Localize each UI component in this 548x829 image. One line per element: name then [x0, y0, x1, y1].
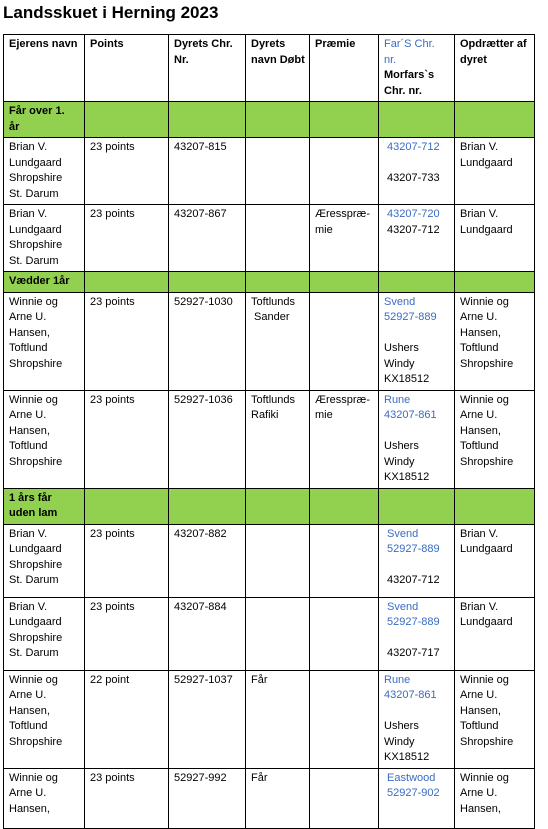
cell-line: Lundgaard [460, 616, 513, 628]
table-row [4, 292, 535, 390]
section-label [4, 272, 85, 293]
cell-line: 52927-1030 [174, 295, 233, 308]
cell-line: Winnie og [460, 673, 509, 686]
father-cell [379, 138, 455, 205]
cell-line: St. Darum [9, 647, 59, 659]
cell-line: Toftlunds [251, 393, 296, 406]
breeder-cell [455, 524, 535, 597]
cell-line: 22 point [90, 673, 130, 686]
owner-cell [4, 768, 85, 828]
cell-line: Arne U. [9, 689, 47, 701]
cell-line: Lundgaard [9, 223, 62, 236]
header-morfar-label: Morfars`s Chr. nr. [384, 69, 435, 97]
cell-line: Shropshire [9, 455, 63, 468]
table-row [4, 205, 535, 272]
cell-line: Brian V. [9, 141, 48, 153]
cell-line: 23 points [90, 393, 135, 406]
section-label [4, 488, 85, 524]
name-cell [246, 768, 310, 828]
cell-line: St. Darum [9, 254, 59, 267]
cell-line: Arne U. [460, 787, 498, 799]
cell-line [384, 704, 450, 720]
breeder-cell [455, 138, 535, 205]
owner-cell [4, 524, 85, 597]
cell-line: Winnie og [9, 393, 58, 406]
cell-line: St. Darum [9, 574, 59, 586]
cell-line: Winnie og [9, 295, 58, 308]
owner-cell [4, 138, 85, 205]
cell-line: 52927-992 [174, 771, 227, 784]
section-cell [379, 488, 455, 524]
cell-line [384, 631, 450, 647]
cell-line: Brian V. [460, 600, 499, 613]
cell-line: Hansen, [460, 704, 501, 717]
breeder-cell [455, 768, 535, 828]
cell-line: Svend [384, 295, 416, 308]
cell-line: Hansen, [460, 424, 501, 437]
cell-line: Rune [384, 673, 411, 686]
name-cell [246, 138, 310, 205]
cell-line: Svend [384, 527, 419, 540]
cell-line: 43207-733 [384, 172, 440, 184]
header-father-label: Far´S Chr. nr. [384, 38, 435, 66]
cell-line: 1 års får [9, 491, 52, 504]
cell-line: Winnie og [9, 771, 58, 784]
section-cell [85, 102, 169, 138]
breeder-cell [455, 670, 535, 768]
cell-line: Æresspræ- [315, 208, 371, 220]
cell-line: Ushers [384, 440, 419, 452]
owner-cell [4, 597, 85, 670]
cell-line [384, 156, 450, 172]
father-cell [379, 205, 455, 272]
cell-line: Winnie og [460, 771, 509, 784]
points-cell [85, 138, 169, 205]
section-cell [379, 272, 455, 293]
cell-line: Toftlund [9, 440, 48, 452]
cell-line: Toftlund [460, 720, 499, 732]
cell-line [384, 558, 450, 574]
points-cell [85, 390, 169, 488]
header-prize: Præmie [310, 35, 379, 102]
header-animal-name: Dyrets navn Døbt [246, 35, 310, 102]
cell-line: 52927-1036 [174, 393, 233, 406]
section-cell [310, 488, 379, 524]
father-cell [379, 670, 455, 768]
cell-line: 43207-861 [384, 689, 437, 701]
cell-line: St. Darum [9, 187, 59, 200]
cell-line: Winnie og [460, 295, 509, 308]
cell-line: Lundgaard [9, 543, 62, 555]
breeder-cell [455, 597, 535, 670]
section-cell [169, 272, 246, 293]
cell-line: Lundgaard [9, 616, 62, 628]
document-title: Landsskuet i Herning 2023 [3, 3, 219, 22]
cell-line: 43207-815 [174, 141, 227, 153]
section-label [4, 102, 85, 138]
table-body [4, 102, 535, 829]
name-cell [246, 524, 310, 597]
cell-line: KX18512 [384, 751, 430, 763]
cell-line: 43207-712 [384, 223, 440, 236]
chr-cell [169, 292, 246, 390]
cell-line: Arne U. [9, 409, 47, 421]
cell-line [384, 424, 450, 440]
chr-cell [169, 390, 246, 488]
header-points: Points [85, 35, 169, 102]
table-row [4, 597, 535, 670]
chr-cell [169, 768, 246, 828]
cell-line: KX18512 [384, 373, 430, 385]
cell-line: Æresspræ- [315, 393, 371, 406]
cell-line: 43207-861 [384, 409, 437, 421]
owner-cell [4, 205, 85, 272]
section-cell [310, 102, 379, 138]
table-row [4, 524, 535, 597]
chr-cell [169, 138, 246, 205]
header-breeder: Opdrætter af dyret [455, 35, 535, 102]
cell-line: 43207-712 [384, 141, 440, 153]
cell-line: 52927-889 [384, 616, 440, 628]
points-cell [85, 524, 169, 597]
cell-line: 52927-1037 [174, 673, 233, 686]
cell-line: 52927-889 [384, 543, 440, 555]
cell-line: Toftlund [460, 342, 499, 354]
cell-line: Windy [384, 735, 415, 748]
section-cell [246, 272, 310, 293]
section-cell [455, 102, 535, 138]
cell-line: Hansen, [9, 326, 50, 339]
cell-line: mie [315, 223, 333, 236]
prize-cell [310, 138, 379, 205]
section-cell [169, 488, 246, 524]
table-row [4, 390, 535, 488]
father-cell [379, 524, 455, 597]
header-row [4, 35, 535, 102]
cell-line: Shropshire [460, 455, 514, 468]
cell-line: 23 points [90, 141, 135, 153]
prize-cell [310, 670, 379, 768]
cell-line: Får over 1. [9, 105, 65, 117]
prize-cell [310, 768, 379, 828]
cell-line: Lundgaard [460, 156, 513, 169]
chr-cell [169, 205, 246, 272]
cell-line: Hansen, [460, 802, 501, 815]
cell-line: Shropshire [460, 357, 514, 370]
cell-line: Arne U. [460, 409, 498, 421]
cell-line: Får [251, 673, 268, 686]
cell-line: Arne U. [9, 787, 47, 799]
cell-line: Brian V. [460, 208, 499, 220]
points-cell [85, 597, 169, 670]
name-cell [246, 292, 310, 390]
cell-line: Svend [384, 600, 419, 613]
cell-line: Får [251, 771, 268, 784]
cell-line: Sander [251, 311, 290, 323]
header-owner: Ejerens navn [4, 35, 85, 102]
prize-cell [310, 390, 379, 488]
cell-line: Toftlund [9, 720, 48, 732]
cell-line: Windy [384, 357, 415, 370]
cell-line: Shropshire [9, 735, 63, 748]
name-cell [246, 597, 310, 670]
cell-line: 23 points [90, 208, 135, 220]
cell-line: Arne U. [460, 311, 498, 323]
cell-line: Toftlund [460, 440, 499, 452]
cell-line: Vædder 1år [9, 275, 70, 287]
cell-line: 23 points [90, 600, 135, 613]
cell-line: Ushers [384, 720, 419, 732]
name-cell [246, 205, 310, 272]
cell-line: Brian V. [460, 141, 499, 153]
cell-line: Shropshire [9, 357, 63, 370]
cell-line: Brian V. [9, 600, 48, 613]
cell-line: Hansen, [9, 802, 50, 815]
points-cell [85, 670, 169, 768]
owner-cell [4, 390, 85, 488]
section-cell [85, 488, 169, 524]
cell-line: Ushers [384, 342, 419, 354]
cell-line: 23 points [90, 771, 135, 784]
owner-cell [4, 670, 85, 768]
cell-line: Rafiki [251, 409, 279, 421]
cell-line: 43207-712 [384, 574, 440, 586]
cell-line: Arne U. [460, 689, 498, 701]
cell-line: 52927-902 [384, 787, 440, 799]
section-cell [455, 272, 535, 293]
results-table [3, 34, 535, 829]
cell-line: Hansen, [460, 326, 501, 339]
section-cell [455, 488, 535, 524]
cell-line: Toftlund [9, 342, 48, 354]
cell-line: 23 points [90, 527, 135, 540]
father-cell [379, 292, 455, 390]
points-cell [85, 292, 169, 390]
cell-line: Lundgaard [460, 543, 513, 555]
cell-line: Winnie og [460, 393, 509, 406]
section-row [4, 272, 535, 293]
cell-line: uden lam [9, 507, 58, 519]
cell-line: Brian V. [9, 208, 48, 220]
prize-cell [310, 292, 379, 390]
chr-cell [169, 670, 246, 768]
prize-cell [310, 205, 379, 272]
chr-cell [169, 524, 246, 597]
points-cell [85, 768, 169, 828]
cell-line: Lundgaard [9, 156, 62, 169]
section-cell [85, 272, 169, 293]
cell-line: 43207-720 [384, 208, 440, 220]
father-cell [379, 768, 455, 828]
cell-line: Winnie og [9, 673, 58, 686]
cell-line: Shropshire [9, 239, 63, 251]
cell-line [384, 326, 450, 342]
cell-line: Rune [384, 393, 411, 406]
breeder-cell [455, 205, 535, 272]
cell-line: Lundgaard [460, 223, 513, 236]
section-cell [310, 272, 379, 293]
father-cell [379, 597, 455, 670]
table-row [4, 138, 535, 205]
cell-line: Shropshire [9, 631, 63, 644]
cell-line: 52927-889 [384, 311, 437, 323]
section-cell [379, 102, 455, 138]
cell-line: KX18512 [384, 471, 430, 483]
points-cell [85, 205, 169, 272]
cell-line: år [9, 120, 20, 133]
section-cell [246, 488, 310, 524]
cell-line: 23 points [90, 295, 135, 308]
section-row [4, 488, 535, 524]
cell-line: Eastwood [384, 771, 436, 784]
prize-cell [310, 524, 379, 597]
table-row [4, 768, 535, 828]
name-cell [246, 670, 310, 768]
cell-line: 43207-867 [174, 208, 227, 220]
cell-line: Shropshire [460, 735, 514, 748]
section-row [4, 102, 535, 138]
header-animal-chr: Dyrets Chr. Nr. [169, 35, 246, 102]
breeder-cell [455, 292, 535, 390]
father-cell [379, 390, 455, 488]
cell-line: Brian V. [9, 527, 48, 540]
section-cell [169, 102, 246, 138]
cell-line: 43207-717 [384, 647, 440, 659]
section-cell [246, 102, 310, 138]
table-row [4, 670, 535, 768]
cell-line: Brian V. [460, 527, 499, 540]
cell-line: Toftlunds [251, 295, 296, 308]
header-father-chr [379, 35, 455, 102]
breeder-cell [455, 390, 535, 488]
cell-line: Hansen, [9, 704, 50, 717]
owner-cell [4, 292, 85, 390]
cell-line: Hansen, [9, 424, 50, 437]
cell-line: Shropshire [9, 558, 63, 571]
cell-line: mie [315, 409, 333, 421]
cell-line: 43207-882 [174, 527, 227, 540]
cell-line: 43207-884 [174, 600, 227, 613]
cell-line: Arne U. [9, 311, 47, 323]
prize-cell [310, 597, 379, 670]
chr-cell [169, 597, 246, 670]
cell-line: Windy [384, 455, 415, 468]
name-cell [246, 390, 310, 488]
cell-line: Shropshire [9, 172, 63, 184]
